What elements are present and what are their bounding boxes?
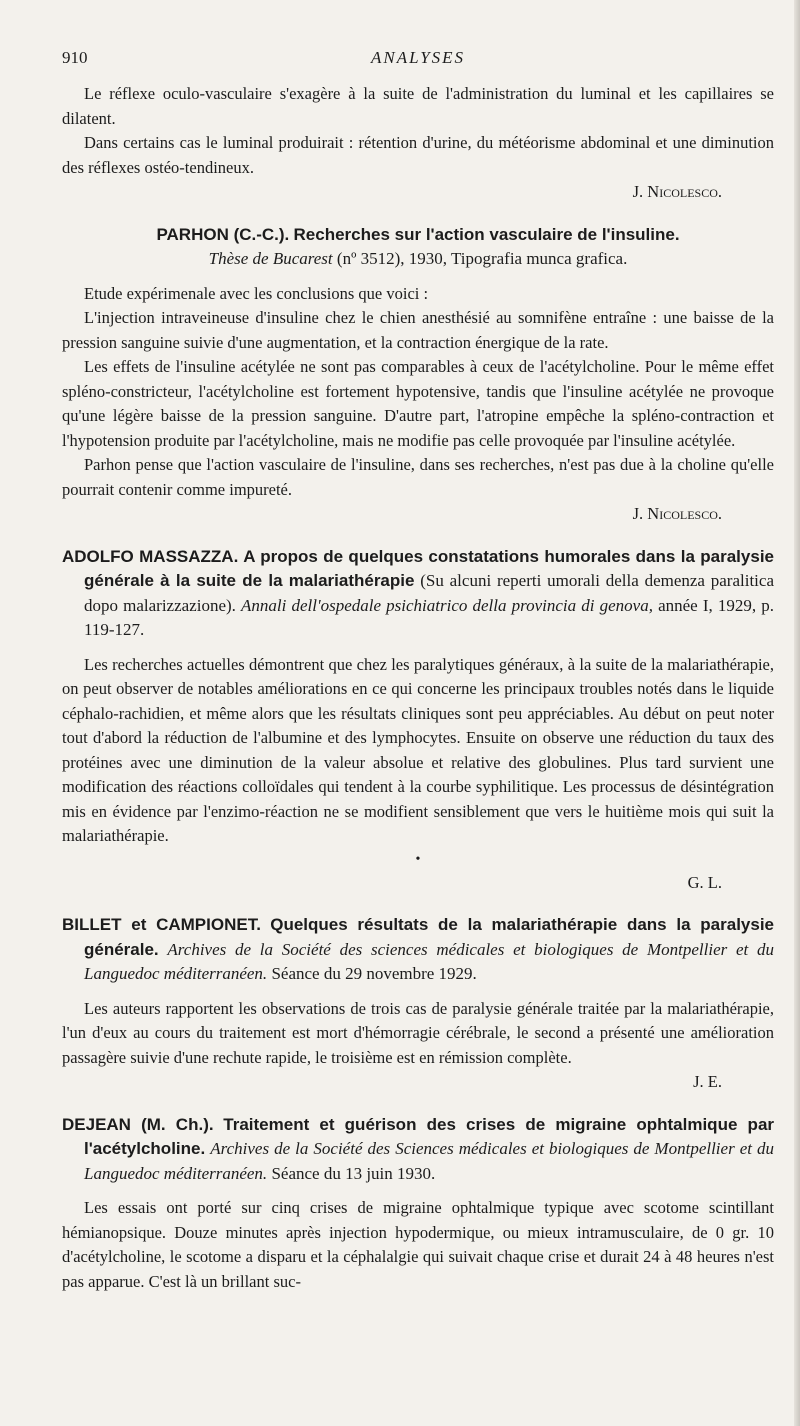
paragraph: Le réflexe oculo-vasculaire s'exagère à la suite de l'administration du luminal et les capillaires se dilatent. (62, 84, 774, 128)
paragraph: Les essais ont porté sur cinq crises de migraine ophtalmique typique avec scotome scintillant hémianopsique. Douze minutes après injection hypodermique, ou mieux intramusculaire, de 0 gr. 10 d'acétylcholine, le scotome a disparu et la céphalalgie qui suivait chaque crise et durait 24 à 48 heures n'est pas apparue. C'est là un brillant suc- (62, 1198, 774, 1291)
entry-title (62, 1113, 775, 1187)
entry-source: Archives de la Société des Sciences médicales et biologiques de Montpellier et du Languedoc méditerranéen. (84, 1139, 775, 1183)
abstract-entry-dejean (62, 1113, 774, 1295)
running-title: ANALYSES (370, 48, 466, 67)
entry-author: DEJEAN (M. Ch.). (62, 1114, 214, 1134)
entry-author: ADOLFO MASSAZZA. (62, 546, 239, 566)
entry-headline: Recherches sur l'action vasculaire de l'insuline. (293, 224, 680, 244)
page-edge-shadow (794, 0, 800, 1426)
entry-title (62, 545, 774, 643)
intro-section (62, 82, 774, 205)
paragraph: Etude expérimenale avec les conclusions que voici : (84, 283, 429, 303)
entry-source-note: (Su alcuni reperti umorali della demenza paralitica dopo malarizzazione). (84, 571, 774, 615)
paragraph: Les recherches actuelles démontrent que chez les paralytiques généraux, à la suite de la malariathérapie, on peut observer de notables améliorations en ce qui concerne les principaux troubles notés dans le liquide céphalo-rachidien, et même alors que les résultats cliniques sont peu appréciables. Au début on peut noter tout d'abord la réduction de l'albumine et des lymphocytes. Ensuite on observe une réduction du taux des protéines avec une diminution de la valeur absolue et relative des globulines. Plus tard survient une modification des réactions colloïdales qui tendent à la courbe syphilitique. Les processus de désintégration mis en évidence par l'enzimo-réaction ne se modifient sensiblement que vers le huitième mois qui suit la malariathérapie. (62, 654, 774, 845)
signature: G. L. (687, 872, 722, 892)
abstract-entry-massazza (62, 545, 774, 896)
document-page (62, 48, 774, 1294)
entry-source-detail: Séance du 29 novembre 1929. (271, 964, 477, 983)
entry-headline: Quelques résultats de la malariathérapie dans la paralysie générale. (84, 915, 775, 959)
entry-source-detail: Séance du 13 juin 1930. (271, 1163, 436, 1183)
entry-title (62, 913, 775, 987)
paragraph: L'injection intraveineuse d'insuline chez le chien anesthésié au somnifène entraîne : une baisse de la pression sanguine suivie d'une augmentation, et la contraction énergique de la rate. (62, 308, 774, 352)
paragraph: Parhon pense que l'action vasculaire de l'insuline, dans ses recherches, n'est pas due à la choline qu'elle pourrait contenir comme impureté. (62, 455, 774, 499)
abstract-entry-billet (62, 913, 774, 1095)
signature: J. Nicolesco. (632, 504, 722, 523)
entry-source: Annali dell'ospedale psichiatrico della provincia di genova, (241, 595, 653, 615)
paragraph: Les effets de l'insuline acétylée ne sont pas comparables à ceux de l'acétylcholine. Pour le même effet spléno-constricteur, l'acétylcholine est fortement hypotensive, tandis que l'insuline acétylée ne provoque qu'une légère baisse de la pression sanguine. D'autre part, l'atropine empêche la spléno-contraction et l'hypotension produite par l'acétylcholine, mais ne modifie pas celle provoquée par l'insuline acétylée. (62, 357, 774, 450)
paragraph: Dans certains cas le luminal produirait : rétention d'urine, du météorisme abdominal et une diminution des réflexes ostéo-tendineux. (62, 133, 774, 177)
entry-headline: Traitement et guérison des crises de migraine ophtalmique par l'acétylcholine. (84, 1114, 775, 1158)
entry-title (62, 223, 774, 272)
signature: J. Nicolesco. (632, 182, 722, 201)
entry-source-detail: année I, 1929, p. 119-127. (84, 595, 774, 639)
entry-source-detail: (nº 3512), 1930, Tipografia munca grafica. (336, 249, 628, 268)
entry-headline: A propos de quelques constatations humorales dans la paralysie générale à la suite de la malariathérapie (84, 546, 774, 590)
paragraph: Les auteurs rapportent les observations de trois cas de paralysie générale traitée par la malariathérapie, l'un d'eux au cours du traitement est mort d'hémorragie cérébrale, le second a présenté une amélioration passagère suivie d'une rechute rapide, le troisième est en rémission complète. (62, 998, 774, 1067)
signature: J. E. (693, 1072, 722, 1091)
entry-source: Archives de la Société des sciences médicales et biologiques de Montpellier et du Languedoc méditerranéen. (84, 939, 774, 983)
page-number: 910 (62, 48, 88, 67)
entry-author: PARHON (C.-C.). (156, 224, 290, 244)
page-header (62, 48, 774, 82)
abstract-entry-parhon (62, 223, 774, 527)
entry-author: BILLET et CAMPIONET. (62, 915, 261, 934)
entry-source: Thèse de Bucarest (208, 249, 333, 268)
bullet-mark: • (415, 851, 421, 867)
